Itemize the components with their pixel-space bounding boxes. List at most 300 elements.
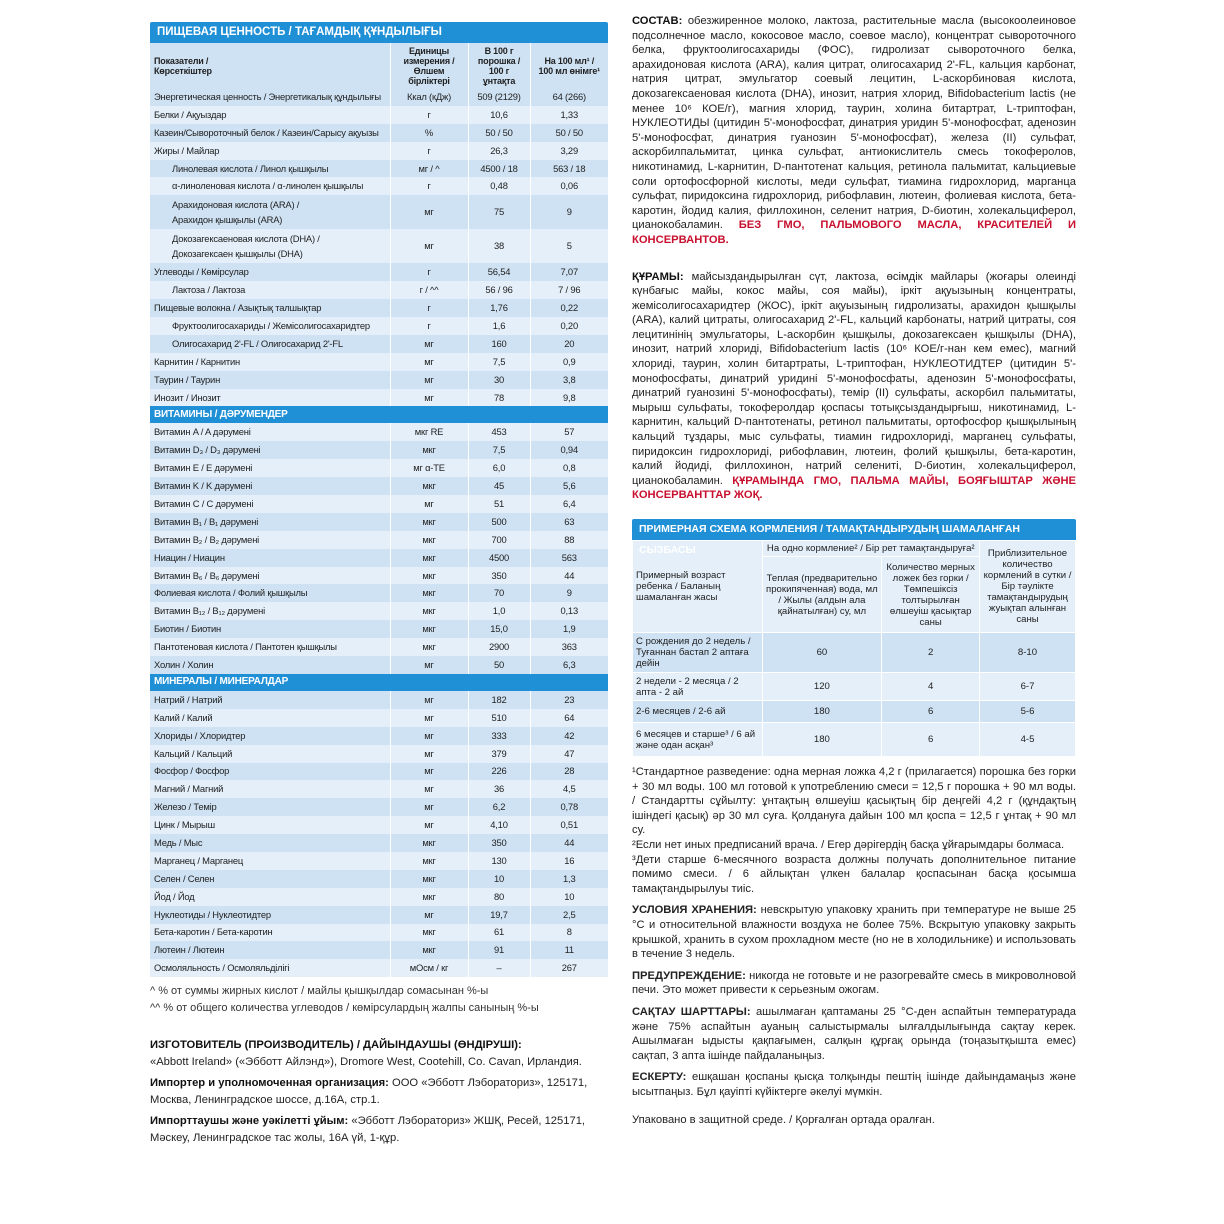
nutrient-per100g: 50 [468, 656, 530, 674]
feeding-notes [632, 765, 1076, 1128]
nutrition-column [150, 22, 608, 1147]
nutrient-name: Витамин B₁₂ / B₁₂ дәрумені [150, 602, 390, 620]
nutrient-per100g: 56,54 [468, 263, 530, 281]
nutrient-per100ml: 11 [530, 941, 608, 959]
nutrient-unit: г / ^^ [390, 281, 468, 299]
nutrient-per100g: 333 [468, 727, 530, 745]
nutrient-per100g: 70 [468, 584, 530, 602]
feeding-age: 2-6 месяцев / 2-6 ай [633, 701, 763, 723]
nutrient-per100ml: 563 / 18 [530, 160, 608, 178]
nutrient-row [150, 567, 608, 585]
nutrient-name: Арахидоновая кислота (ARA) / Арахидон қышқылы (ARA) [150, 195, 390, 229]
feeding-col-age: Примерный возраст ребенка / Баланың шамаланған жасы [633, 541, 763, 633]
manufacturer-block [150, 1037, 608, 1147]
nutrient-per100g: 91 [468, 941, 530, 959]
feeding-scoops: 2 [882, 633, 980, 673]
nutrient-per100g: 6,0 [468, 459, 530, 477]
nutrient-row [150, 124, 608, 142]
nutrient-unit: мг [390, 816, 468, 834]
nutrition-title: ПИЩЕВАЯ ЦЕННОСТЬ / ТАҒАМДЫҚ ҚҰНДЫЛЫҒЫ [150, 22, 608, 43]
nutrient-name: Хлориды / Хлоридтер [150, 727, 390, 745]
nutrient-unit: мг [390, 656, 468, 674]
nutrient-name: Кальций / Кальций [150, 745, 390, 763]
nutrient-per100ml: 0,20 [530, 317, 608, 335]
nutrient-name: Витамин B₁ / B₁ дәрумені [150, 513, 390, 531]
nutrient-unit: мг α-TE [390, 459, 468, 477]
nutrient-per100g: 56 / 96 [468, 281, 530, 299]
warning-kz-text: ешқашан қоспаны қысқа толқынды пештің ішінде дайындамаңыз және ысытпаңыз. Бұл қауіпті күйіктерге әкелуі мүмкін. [632, 1071, 1076, 1098]
nutrient-unit: мг [390, 727, 468, 745]
nutrient-row [150, 852, 608, 870]
storage-ru-label: УСЛОВИЯ ХРАНЕНИЯ: [632, 904, 757, 917]
feeding-age: 2 недели - 2 месяца / 2 апта - 2 ай [633, 673, 763, 701]
nutrient-name: Натрий / Натрий [150, 691, 390, 709]
nutrient-row [150, 924, 608, 942]
nutrient-per100ml: 5,6 [530, 477, 608, 495]
nutrient-name: Нуклеотиды / Нуклеотидтер [150, 906, 390, 924]
nutrient-per100g: 78 [468, 389, 530, 407]
nutrient-name: Железо / Темір [150, 798, 390, 816]
nutrient-per100g: 38 [468, 229, 530, 263]
note-3: ³Дети старше 6-месячного возраста должны получать дополнительное питание помимо смеси. / 6 айлықтан үлкен балалар қоспасынан басқа қосымша тамақтандырылуы тиіс. [632, 853, 1076, 895]
nutrient-row [150, 816, 608, 834]
nutrient-unit: мкг [390, 834, 468, 852]
storage-kz-text: ашылмаған қаптаманы 25 °С-ден аспайтын температурада және 75% аспайтын ауаның салыстырмалы ылғалдылығында сақтау керек. Ашылмаған ыдысты қақпағымен, салқын құрғақ орында (тоңазытқышта емес) сақтап, 3 апта ішінде пайдаланыңыз. [632, 1005, 1076, 1062]
nutrient-unit: мкг [390, 549, 468, 567]
nutrient-per100g: 1,76 [468, 299, 530, 317]
nutrient-name: Витамин E / E дәрумені [150, 459, 390, 477]
footnote-carbs: ^^ % от общего количества углеводов / көмірсулардың жалпы санының %-ы [150, 1002, 539, 1015]
nutrient-per100g: 75 [468, 195, 530, 229]
nutrient-name: Витамин B₆ / B₆ дәрумені [150, 567, 390, 585]
nutrient-row [150, 870, 608, 888]
nutrient-per100g: 510 [468, 709, 530, 727]
nutrient-name: Лютеин / Лютеин [150, 941, 390, 959]
nutrient-row [150, 691, 608, 709]
nutrient-name: Казеин/Сывороточный белок / Казеин/Сарысу ақуызы [150, 124, 390, 142]
nutrient-row [150, 353, 608, 371]
nutrient-name: Инозит / Инозит [150, 389, 390, 407]
nutrient-per100g: 130 [468, 852, 530, 870]
nutrient-row [150, 441, 608, 459]
nutrient-row [150, 459, 608, 477]
nutrient-per100ml: 64 [530, 709, 608, 727]
nutrient-per100g: – [468, 959, 530, 977]
nutrient-per100ml: 363 [530, 638, 608, 656]
nutrient-per100g: 4,10 [468, 816, 530, 834]
nutrient-per100ml: 8 [530, 924, 608, 942]
feeding-water: 180 [762, 701, 882, 723]
feeding-per-day: 4-5 [980, 723, 1076, 757]
nutrition-header-row [150, 43, 608, 88]
nutrient-name: Жиры / Майлар [150, 142, 390, 160]
nutrient-per100g: 226 [468, 763, 530, 781]
nutrient-row [150, 584, 608, 602]
nutrient-unit: г [390, 106, 468, 124]
nutrient-per100g: 19,7 [468, 906, 530, 924]
nutrient-name: Линолевая кислота / Линол қышқылы [150, 160, 390, 178]
nutrient-name: Марганец / Марганец [150, 852, 390, 870]
feeding-scoops: 4 [882, 673, 980, 701]
nutrient-row [150, 941, 608, 959]
nutrient-row [150, 602, 608, 620]
nutrient-per100g: 0,48 [468, 177, 530, 195]
feeding-age: С рождения до 2 недель / Туғаннан бастап 2 аптаға дейін [633, 633, 763, 673]
nutrient-per100g: 4500 [468, 549, 530, 567]
nutrient-per100ml: 50 / 50 [530, 124, 608, 142]
nutrient-name: Белки / Ақуыздар [150, 106, 390, 124]
storage-kz-label: САҚТАУ ШАРТТАРЫ: [632, 1005, 751, 1018]
nutrient-per100ml: 28 [530, 763, 608, 781]
nutrient-per100g: 50 / 50 [468, 124, 530, 142]
nutrient-name: α-линоленовая кислота / α-линолен қышқылы [150, 177, 390, 195]
header-unit: Единицы измерения / Өлшем бірліктері [390, 43, 468, 88]
nutrient-per100ml: 7 / 96 [530, 281, 608, 299]
nutrient-per100g: 36 [468, 780, 530, 798]
header-indicator: Показатели / Көрсеткіштер [150, 43, 390, 88]
nutrient-per100ml: 6,3 [530, 656, 608, 674]
nutrient-name: Цинк / Мырыш [150, 816, 390, 834]
nutrient-per100g: 51 [468, 495, 530, 513]
nutrient-row [150, 495, 608, 513]
nutrient-row [150, 142, 608, 160]
composition-ru [632, 14, 1076, 248]
nutrient-per100ml: 0,51 [530, 816, 608, 834]
composition-kz-warning: ҚҰРАМЫНДА ГМО, ПАЛЬМА МАЙЫ, БОЯҒЫШТАР ЖӘНЕ КОНСЕРВАНТТАР ЖОҚ. [632, 474, 1076, 502]
nutrient-per100ml: 0,9 [530, 353, 608, 371]
nutrient-unit: мг [390, 798, 468, 816]
nutrient-unit: мг [390, 691, 468, 709]
nutrient-unit: мкг [390, 870, 468, 888]
nutrient-unit: мкг [390, 888, 468, 906]
nutrient-per100ml: 0,78 [530, 798, 608, 816]
storage-kz [632, 1005, 1076, 1063]
nutrient-row [150, 423, 608, 441]
nutrient-unit: мкг [390, 924, 468, 942]
nutrient-name: Ниацин / Ниацин [150, 549, 390, 567]
nutrient-name: Фолиевая кислота / Фолий қышқылы [150, 584, 390, 602]
nutrient-name: Углеводы / Көмірсулар [150, 263, 390, 281]
composition-ru-warning: БЕЗ ГМО, ПАЛЬМОВОГО МАСЛА, КРАСИТЕЛЕЙ И КОНСЕРВАНТОВ. [632, 219, 1076, 246]
nutrient-unit: г [390, 317, 468, 335]
nutrient-unit: % [390, 124, 468, 142]
feeding-water: 60 [762, 633, 882, 673]
nutrient-name: Медь / Мыс [150, 834, 390, 852]
nutrient-name: Витамин K / K дәрумені [150, 477, 390, 495]
nutrient-unit: Ккал (кДж) [390, 88, 468, 106]
nutrient-row [150, 160, 608, 178]
nutrient-row [150, 763, 608, 781]
nutrient-name: Фруктоолигосахариды / Жемісолигосахаридтер [150, 317, 390, 335]
nutrient-per100ml: 47 [530, 745, 608, 763]
nutrient-row [150, 780, 608, 798]
feeding-table [632, 540, 1076, 757]
composition-ru-text: обезжиренное молоко, лактоза, растительные масла (высокоолеиновое подсолнечное масло, кокосовое масло, соевое масло), концентрат сывороточного белка, фруктоолигосахариды (ФОС), гидролизат сывороточного белка, арахидоновая кислота (ARA), калия цитрат, олигосахарид 2'-FL, кальция карбонат, натрия цитрат, эмульгатор соевый лецитин, L-аскорбиновая кислота, докозагексаеновая кислота (DHA), инозит, натрия хлорид, Bifidobacterium lactis (не менее 10⁶ КОЕ/г), магния хлорид, таурин, холина битартрат, L-триптофан, НУКЛЕОТИДЫ (цитидин 5'-монофосфат, динатрия уридин 5'-монофосфат, аденозин 5'-монофосфат, динатрия гуанозин 5'-монофосфат), железа (II) сульфат, аскорбилпальмитат, цинка сульфат, антиокислитель смесь токоферолов, никотинамид, L-карнитин, D-пантотенат кальция, ретинола пальмитат, кальциевые соли ортофосфорной кислоты, меди сульфат, тиамина гидрохлорид, марганца сульфат, пиридоксина гидрохлорид, рибофлавин, лютеин, фолиевая кислота, бета-каротин, йодид калия, филлохинон, селенит натрия, D-биотин, холекальциферол, цианокобаламин. [632, 15, 1076, 232]
nutrient-per100ml: 3,29 [530, 142, 608, 160]
feeding-col-one: На одно кормление² / Бір рет тамақтандыруға² [762, 541, 980, 557]
nutrient-per100ml: 0,06 [530, 177, 608, 195]
nutrient-unit: мг [390, 371, 468, 389]
nutrient-name: Витамин C / C дәрумені [150, 495, 390, 513]
nutrient-per100ml: 88 [530, 531, 608, 549]
warning-ru-label: ПРЕДУПРЕЖДЕНИЕ: [632, 969, 746, 982]
warning-ru-text: никогда не готовьте и не разогревайте смесь в микроволновой печи. Это может привести к серьезным ожогам. [632, 969, 1076, 997]
nutrient-unit: мкг [390, 567, 468, 585]
header-per100ml: На 100 мл¹ / 100 мл өнімге¹ [530, 43, 608, 88]
nutrient-per100ml: 1,9 [530, 620, 608, 638]
nutrient-name: Бета-каротин / Бета-каротин [150, 924, 390, 942]
nutrient-row [150, 906, 608, 924]
nutrient-unit: мкг [390, 441, 468, 459]
nutrient-row [150, 177, 608, 195]
nutrient-name: Осмоляльность / Осмоляльділігі [150, 959, 390, 977]
nutrient-per100g: 26,3 [468, 142, 530, 160]
feeding-per-day: 5-6 [980, 701, 1076, 723]
nutrient-per100ml: 3,8 [530, 371, 608, 389]
nutrient-name: Пищевые волокна / Азықтық талшықтар [150, 299, 390, 317]
feeding-col-per-day: Приблизительное количество кормлений в сутки / Бір тәулікте тамақтандырудың жуықтап алынған саны [980, 541, 1076, 633]
nutrient-unit: мг / ^ [390, 160, 468, 178]
minerals-band-label: МИНЕРАЛЫ / МИНЕРАЛДАР [150, 674, 608, 691]
feeding-row [633, 673, 1076, 701]
nutrient-per100g: 500 [468, 513, 530, 531]
nutrient-name: Калий / Калий [150, 709, 390, 727]
nutrient-unit: мг [390, 780, 468, 798]
header-per100g: В 100 г порошка / 100 г ұнтақта [468, 43, 530, 88]
nutrient-row [150, 727, 608, 745]
feeding-header-row [633, 541, 1076, 557]
minerals-band [150, 674, 608, 691]
nutrient-unit: мкг [390, 602, 468, 620]
nutrient-unit: мг [390, 709, 468, 727]
nutrient-per100ml: 20 [530, 335, 608, 353]
nutrient-per100ml: 0,22 [530, 299, 608, 317]
nutrient-per100ml: 0,13 [530, 602, 608, 620]
importer-kz-text: «Эбботт Лэбораториз» ЖШҚ, Ресей, 125171, Мәскеу, Ленинградское тас жолы, 16А үй, 1-құр. [150, 1115, 586, 1145]
feeding-age: 6 месяцев и старше³ / 6 ай және одан асқан³ [633, 723, 763, 757]
nutrient-name: Магний / Магний [150, 780, 390, 798]
storage-ru [632, 903, 1076, 961]
nutrient-per100g: 453 [468, 423, 530, 441]
nutrient-row [150, 389, 608, 407]
composition-kz-label: ҚҰРАМЫ: [632, 270, 684, 283]
nutrient-per100g: 350 [468, 834, 530, 852]
nutrient-row [150, 959, 608, 977]
nutrient-unit: мкг RE [390, 423, 468, 441]
nutrient-unit: мОсм / кг [390, 959, 468, 977]
nutrient-per100ml: 44 [530, 834, 608, 852]
nutrient-per100g: 80 [468, 888, 530, 906]
nutrient-unit: мкг [390, 513, 468, 531]
nutrient-unit: г [390, 177, 468, 195]
nutrient-name: Биотин / Биотин [150, 620, 390, 638]
feeding-col-scoops: Количество мерных ложек без горки / Төмпешіксіз толтырылған өлшеуіш қасықтар саны [882, 557, 980, 633]
warning-kz-label: ЕСКЕРТУ: [632, 1071, 687, 1084]
nutrient-unit: мг [390, 745, 468, 763]
feeding-water: 180 [762, 723, 882, 757]
nutrient-row [150, 371, 608, 389]
nutrient-unit: мг [390, 335, 468, 353]
composition-kz-text: майсыздандырылған сүт, лактоза, өсімдік майлары (жоғары олеинді күнбағыс майы, кокос майы, соя майы), іркіт ақуызының концентраты, жемісолигосахаридтер (ЖОС), іркіт ақуызының гидролизаты, арахидон қышқылы (ARA), калий цитраты, олигосахарид 2'-FL, кальций карбонаты, натрий цитраты, соя лецитинінің эмульгаторы, L-аскорбин қышқылы, докозагексаен қышқылы (DHA), инозит, натрий хлориді, Bifidobacterium lactis (10⁶ КОЕ/г-нан кем емес), магний хлориді, таурин, холин битартраты, L-триптофан, НУКЛЕОТИДТЕР (цитидин 5'-монофосфаты, динатрий уридині 5'-монофосфаты, аденозин 5'-монофосфаты, динатрий гуанозині 5'-монофосфаты), темір (II) сульфаты, аскорбил пальмитаты, мырыш сульфаты, токоферолдар қоспасы тотықсыздандырғыш, никотинамид, L-карнитин, кальций D-пантотенаты, ретинол пальмитаты, ортофосфор қышқылының кальций тұздары, мыс сульфаты, тиамин гидрохлориді, марганец сульфаты, пиридоксин гидрохлориді, рибофлавин, лютеин, фолий қышқылы, бета-каротин, калий йодиді, филлохинон, натрий селениті, D-биотин, холекальциферол, цианокобаламин. [632, 270, 1076, 487]
nutrient-per100g: 160 [468, 335, 530, 353]
nutrient-name: Йод / Йод [150, 888, 390, 906]
nutrient-name: Лактоза / Лактоза [150, 281, 390, 299]
nutrient-per100ml: 9,8 [530, 389, 608, 407]
nutrient-unit: мг [390, 906, 468, 924]
nutrient-per100ml: 9 [530, 195, 608, 229]
nutrient-row [150, 281, 608, 299]
feeding-per-day: 6-7 [980, 673, 1076, 701]
nutrient-row [150, 335, 608, 353]
nutrient-per100ml: 7,07 [530, 263, 608, 281]
nutrient-unit: мкг [390, 852, 468, 870]
composition-kz [632, 270, 1076, 504]
nutrient-unit: мг [390, 229, 468, 263]
manufacturer-text: «Abbott Ireland» («Эбботт Айлэнд»), Dromore West, Cootehill, Co. Cavan, Ирландия. [150, 1056, 582, 1069]
note-1: ¹Стандартное разведение: одна мерная ложка 4,2 г (прилагается) порошка без горки + 30 мл воды. 100 мл готовой к употреблению смеси = 12,5 г порошка + 90 мл воды. / Стандартты сұйылту: ұнтақтың өлшеуіш қасықтың бір деңгейі 4,2 г (құндақтың ішіндегі қасық) әр 30 мл суға. Қолдануға дайын 100 мл қоспа = 12,5 г ұнтақ + 90 мл су. [632, 766, 1076, 837]
nutrient-unit: мкг [390, 941, 468, 959]
nutrient-name: Селен / Селен [150, 870, 390, 888]
composition-ru-label: СОСТАВ: [632, 15, 683, 27]
nutrient-row [150, 88, 608, 106]
nutrient-per100ml: 10 [530, 888, 608, 906]
nutrient-per100g: 10,6 [468, 106, 530, 124]
nutrient-per100g: 61 [468, 924, 530, 942]
nutrient-name: Энергетическая ценность / Энергетикалық құндылығы [150, 88, 390, 106]
nutrient-per100ml: 63 [530, 513, 608, 531]
nutrient-per100g: 700 [468, 531, 530, 549]
warning-ru [632, 969, 1076, 998]
nutrient-row [150, 317, 608, 335]
nutrient-row [150, 263, 608, 281]
nutrient-unit: г [390, 142, 468, 160]
nutrient-per100g: 7,5 [468, 353, 530, 371]
feeding-per-day: 8-10 [980, 633, 1076, 673]
packed-note: Упаковано в защитной среде. / Қорғалған ортада оралған. [632, 1114, 935, 1127]
nutrient-row [150, 798, 608, 816]
nutrient-row [150, 299, 608, 317]
nutrient-per100g: 182 [468, 691, 530, 709]
nutrient-per100ml: 0,8 [530, 459, 608, 477]
nutrient-per100ml: 9 [530, 584, 608, 602]
nutrient-unit: г [390, 263, 468, 281]
nutrient-per100ml: 42 [530, 727, 608, 745]
nutrient-unit: мг [390, 389, 468, 407]
nutrient-name: Фосфор / Фосфор [150, 763, 390, 781]
nutrient-name: Витамин B₂ / B₂ дәрумені [150, 531, 390, 549]
feeding-col-water: Теплая (предварительно прокипяченная) вода, мл / Жылы (алдын ала қайнатылған) су, мл [762, 557, 882, 633]
nutrient-unit: мг [390, 763, 468, 781]
nutrient-row [150, 195, 608, 229]
nutrient-per100ml: 6,4 [530, 495, 608, 513]
feeding-row [633, 633, 1076, 673]
nutrient-name: Олигосахарид 2'-FL / Олигосахарид 2'-FL [150, 335, 390, 353]
nutrient-row [150, 229, 608, 263]
feeding-water: 120 [762, 673, 882, 701]
feeding-row [633, 723, 1076, 757]
importer-text: ООО «Эбботт Лэбораториз», 125171, Москва, Ленинградское шоссе, д.16А, стр.1. [150, 1077, 588, 1107]
nutrient-per100g: 45 [468, 477, 530, 495]
nutrient-row [150, 513, 608, 531]
nutrient-per100ml: 5 [530, 229, 608, 263]
nutrient-per100ml: 57 [530, 423, 608, 441]
nutrient-per100ml: 4,5 [530, 780, 608, 798]
nutrient-row [150, 477, 608, 495]
nutrient-row [150, 531, 608, 549]
nutrient-unit: мг [390, 195, 468, 229]
nutrient-per100g: 2900 [468, 638, 530, 656]
nutrient-per100ml: 563 [530, 549, 608, 567]
nutrient-row [150, 888, 608, 906]
nutrient-row [150, 549, 608, 567]
nutrient-unit: мкг [390, 584, 468, 602]
vitamins-band-label: ВИТАМИНЫ / ДӘРУМЕНДЕР [150, 406, 608, 423]
nutrient-per100ml: 0,94 [530, 441, 608, 459]
nutrient-row [150, 656, 608, 674]
nutrient-row [150, 106, 608, 124]
feeding-scoops: 6 [882, 701, 980, 723]
nutrient-per100g: 10 [468, 870, 530, 888]
nutrient-unit: мг [390, 353, 468, 371]
feeding-scoops: 6 [882, 723, 980, 757]
composition-column [632, 14, 1076, 1128]
vitamins-band [150, 406, 608, 423]
importer-label: Импортер и уполномоченная организация: [150, 1077, 389, 1090]
nutrition-table [150, 43, 608, 977]
nutrient-per100g: 30 [468, 371, 530, 389]
nutrient-name: Холин / Холин [150, 656, 390, 674]
nutrient-per100g: 1,6 [468, 317, 530, 335]
nutrient-row [150, 745, 608, 763]
nutrient-per100ml: 64 (266) [530, 88, 608, 106]
nutrition-footnotes [150, 983, 608, 1017]
nutrient-row [150, 620, 608, 638]
nutrient-unit: мкг [390, 620, 468, 638]
note-2: ²Если нет иных предписаний врача. / Егер дәрігердің басқа ұйғарымдары болмаса. [632, 838, 1065, 851]
manufacturer-label: ИЗГОТОВИТЕЛЬ (ПРОИЗВОДИТЕЛЬ) / ДАЙЫНДАУШЫ (ӨНДІРУШІ): [150, 1039, 522, 1052]
nutrient-name: Пантотеновая кислота / Пантотен қышқылы [150, 638, 390, 656]
nutrient-per100g: 509 (2129) [468, 88, 530, 106]
nutrient-unit: мкг [390, 477, 468, 495]
feeding-title: ПРИМЕРНАЯ СХЕМА КОРМЛЕНИЯ / ТАМАҚТАНДЫРУДЫҢ ШАМАЛАНҒАН СЫЗБАСЫ [632, 519, 1076, 540]
warning-kz [632, 1070, 1076, 1099]
nutrient-per100ml: 1,3 [530, 870, 608, 888]
feeding-scheme [632, 519, 1076, 757]
footnote-fatty-acids: ^ % от суммы жирных кислот / майлы қышқылдар сомасынан %-ы [150, 985, 489, 998]
nutrient-name: Таурин / Таурин [150, 371, 390, 389]
nutrient-row [150, 638, 608, 656]
nutrient-per100ml: 2,5 [530, 906, 608, 924]
nutrient-per100g: 379 [468, 745, 530, 763]
nutrient-name: Витамин A / A дәрумені [150, 423, 390, 441]
nutrient-name: Докозагексаеновая кислота (DHA) / Докозагексаен қышқылы (DHA) [150, 229, 390, 263]
nutrient-per100ml: 23 [530, 691, 608, 709]
nutrient-name: Карнитин / Карнитин [150, 353, 390, 371]
nutrient-per100g: 1,0 [468, 602, 530, 620]
nutrient-per100g: 7,5 [468, 441, 530, 459]
nutrient-unit: мкг [390, 638, 468, 656]
nutrient-unit: г [390, 299, 468, 317]
nutrient-per100g: 4500 / 18 [468, 160, 530, 178]
nutrient-per100g: 15,0 [468, 620, 530, 638]
nutrient-per100ml: 267 [530, 959, 608, 977]
nutrient-row [150, 834, 608, 852]
nutrient-per100ml: 44 [530, 567, 608, 585]
feeding-row [633, 701, 1076, 723]
storage-ru-text: невскрытую упаковку хранить при температуре не выше 25 °С и относительной влажности воздуха не более 75%. Вскрытую упаковку закрыть крышкой, хранить в сухом прохладном месте (но не в холодильнике) и использовать в течение 3 недель. [632, 904, 1076, 961]
nutrient-per100g: 350 [468, 567, 530, 585]
nutrient-per100ml: 1,33 [530, 106, 608, 124]
